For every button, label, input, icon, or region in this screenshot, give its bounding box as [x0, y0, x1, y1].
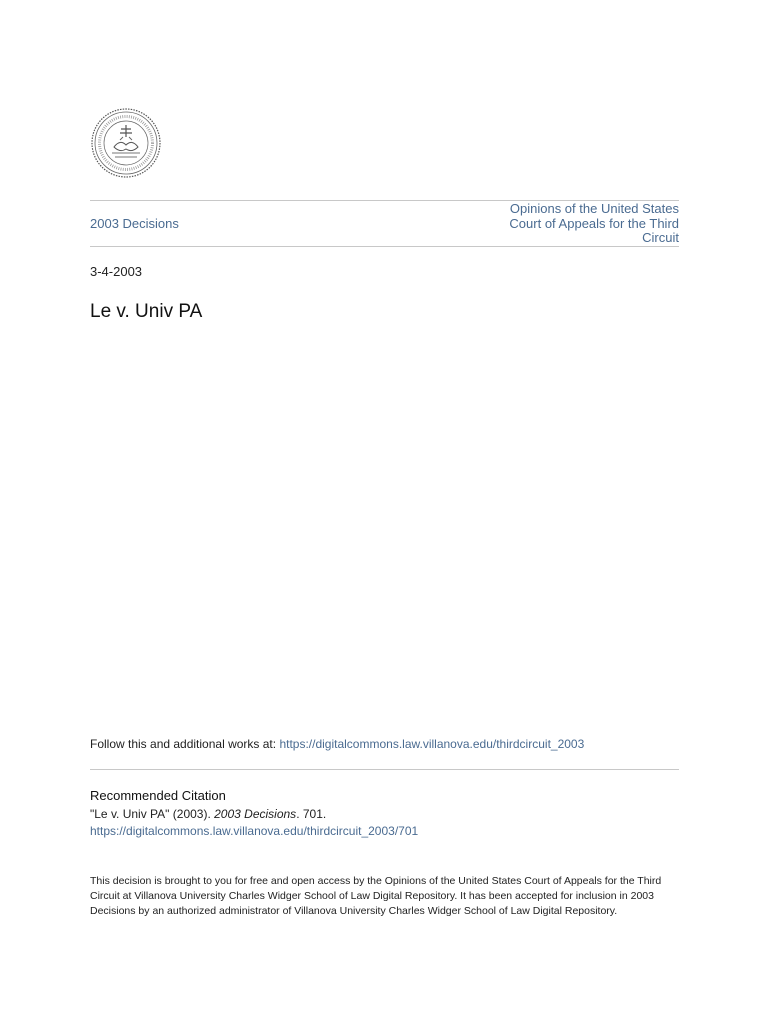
citation-quoted-title: "Le v. Univ PA" (2003).: [90, 807, 215, 821]
university-seal-icon: [90, 107, 162, 179]
follow-url-link[interactable]: https://digitalcommons.law.villanova.edu/thirdcircuit_2003: [279, 737, 585, 751]
document-title: Le v. Univ PA: [90, 301, 203, 322]
citation-url-link[interactable]: https://digitalcommons.law.villanova.edu/thirdcircuit_2003/701: [90, 824, 419, 838]
header-bottom-rule: [90, 246, 679, 247]
collection-link[interactable]: 2003 Decisions: [90, 216, 179, 231]
follow-line: [90, 737, 584, 751]
series-link[interactable]: Opinions of the United States Court of Appeals for the Third Circuit: [509, 201, 679, 245]
citation-number: . 701.: [296, 807, 327, 821]
citation-rule: [90, 769, 679, 770]
document-date: 3-4-2003: [90, 264, 143, 279]
citation-text: [90, 807, 326, 821]
follow-prefix: Follow this and additional works at:: [90, 737, 280, 751]
citation-heading: Recommended Citation: [90, 788, 226, 803]
citation-collection: 2003 Decisions: [214, 807, 297, 821]
disclaimer-text: This decision is brought to you for free and open access by the Opinions of the United States Court of Appeals for the Third Circuit at Villanova University Charles Widger School of Law Digital Repository. It has been accepted for inclusion in 2003 Decisions by an authorized administrator of Villanova University Charles Widger School of Law Digital Repository.: [90, 875, 662, 917]
